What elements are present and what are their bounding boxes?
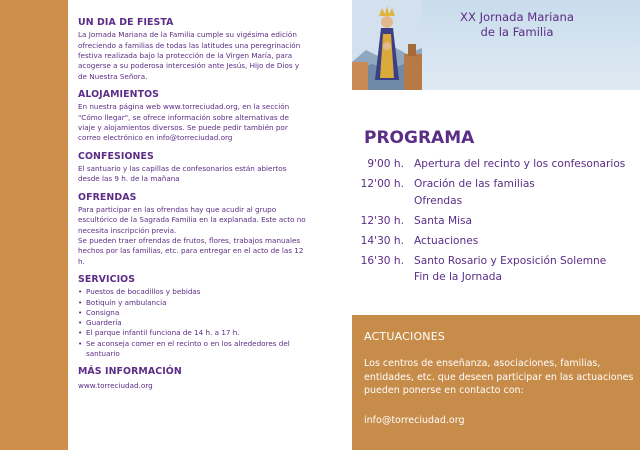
- program-list: [358, 156, 640, 286]
- program-time: 14'30 h.: [360, 234, 404, 247]
- program-event: Apertura del recinto y los confesonarios: [414, 158, 626, 171]
- program-row: [358, 269, 640, 286]
- section-text-ofrendas: Para participar en las ofrendas hay que acudir al grupo escultórico de la Sagrada Familia en la explanada. Este acto no necesita inscripción previa.: [78, 205, 306, 235]
- program-row: [358, 233, 640, 250]
- section-text-confesiones: El santuario y las capillas de confesonarios están abiertos desde las 9 h. de la mañana: [78, 163, 287, 184]
- section-heading-ofrendas: OFRENDAS: [78, 191, 137, 203]
- section-text-ofrendas-2: Se pueden traer ofrendas de frutos, flores, trabajos manuales hechos por las familias, etc. para entregar en el acto de las 12 h.: [78, 235, 304, 266]
- program-time: 12'30 h.: [360, 214, 404, 227]
- list-item: • Botiquín y ambulancia: [78, 298, 306, 308]
- program-event: Santo Rosario y Exposición Solemne: [414, 254, 607, 267]
- section-text-fiesta: La Jornada Mariana de la Familia cumple su vigésima edición ofreciendo a familias de todas las latitudes una peregrinación festiva realizada bajo la protección de la Virgen María, para acogerse a su poderosa intercesión ante Jesús, Hijo de Dios y de Nuestra Señora.: [78, 30, 301, 81]
- program-row: [358, 176, 640, 193]
- title-line-1: XX Jornada Mariana: [460, 10, 574, 24]
- section-heading-servicios: SERVICIOS: [78, 273, 136, 285]
- program-row: [358, 253, 640, 270]
- page-title: [422, 10, 612, 40]
- list-item: • Se aconseja comer en el recinto o en los alrededores del santuario: [78, 339, 306, 360]
- list-item: • El parque infantil funciona de 14 h. a 17 h.: [78, 328, 306, 338]
- section-text-alojamientos: En nuestra página web www.torreciudad.org, en la sección "Cómo llegar", se ofrece información sobre alternativas de viaje y alojamientos diversos. Se puede pedir también por correo electrónico en info@torreciudad.org: [78, 102, 290, 143]
- program-event: Actuaciones: [414, 234, 479, 247]
- section-heading-alojamientos: ALOJAMIENTOS: [78, 88, 159, 100]
- program-event: Fin de la Jornada: [414, 271, 502, 284]
- title-line-2: de la Familia: [480, 25, 554, 40]
- website-link[interactable]: www.torreciudad.org: [78, 380, 153, 390]
- header-banner: [352, 0, 640, 90]
- program-row: [358, 156, 640, 173]
- program-event: Oración de las familias: [414, 178, 535, 191]
- program-time: 12'00 h.: [360, 178, 404, 191]
- list-item: • Consigna: [78, 308, 306, 318]
- section-heading-informacion: MÁS INFORMACIÓN: [78, 366, 182, 378]
- section-heading-fiesta: UN DIA DE FIESTA: [78, 17, 174, 28]
- program-event: Ofrendas: [414, 194, 463, 207]
- program-row: [358, 193, 640, 210]
- program-row: [358, 213, 640, 230]
- list-item: • Puestos de bocadillos y bebidas: [78, 287, 306, 297]
- left-decorative-strip: [0, 0, 68, 450]
- program-event: Santa Misa: [414, 214, 473, 227]
- actuaciones-panel: [352, 315, 640, 450]
- actuaciones-heading: ACTUACIONES: [364, 330, 446, 343]
- section-heading-confesiones: CONFESIONES: [78, 150, 154, 162]
- contact-email-link[interactable]: info@torreciudad.org: [364, 415, 465, 426]
- list-item: • Guardería: [78, 318, 306, 328]
- program-heading: PROGRAMA: [364, 128, 475, 148]
- actuaciones-text: Los centros de enseñanza, asociaciones, familias, entidades, etc. que deseen participar en las actuaciones pueden ponerse en contacto con:: [364, 358, 634, 397]
- info-column: [78, 16, 306, 391]
- program-time: 9'00 h.: [367, 158, 404, 171]
- services-list: [78, 287, 306, 359]
- program-time: 16'30 h.: [360, 254, 404, 267]
- virgin-statue-image: [352, 0, 422, 90]
